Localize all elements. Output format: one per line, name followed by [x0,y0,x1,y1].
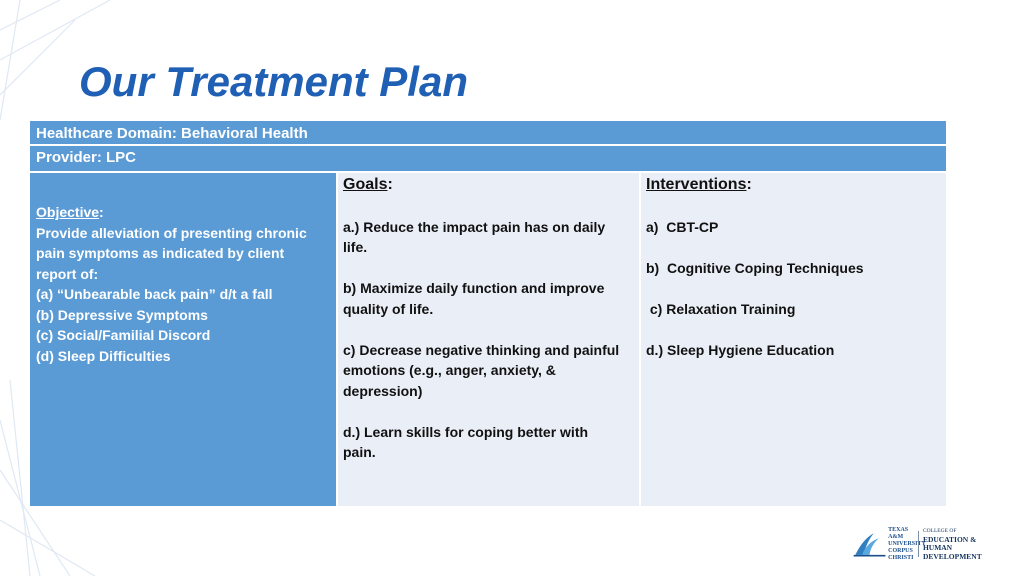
goal-line: b) Maximize daily function and improve [343,280,605,296]
goal-line: a.) Reduce the impact pain has on daily [343,218,606,235]
objective-heading: Objective [36,204,100,220]
goal-line: emotions (e.g., anger, anxiety, & [343,362,556,378]
objective-line: pain symptoms as indicated by client [36,245,285,261]
goal-line: c) Decrease negative thinking and painful [343,341,620,358]
university-logo [852,527,998,561]
university-name [888,526,926,562]
objective-line: Provide alleviation of presenting chronic [36,224,307,241]
goal-line: life. [343,239,368,255]
college-name [923,527,998,561]
objective-heading-colon: : [99,204,104,220]
goals-heading: Goals [343,176,388,193]
interventions-heading-colon: : [746,176,752,193]
objective-heading-line [36,202,330,223]
intervention-item: a) CBT-CP [646,218,719,235]
objective-cell [30,173,338,506]
goal-item [343,422,634,463]
treatment-plan-table [30,121,946,506]
goal-line: depression) [343,382,423,399]
objective-line: (a) “Unbearable back pain” d/t a fall [36,286,273,302]
plan-body-row [30,173,946,506]
seagull-wave-icon [852,527,887,561]
interventions-cell [641,173,946,506]
university-line: CHRISTI [888,554,914,561]
university-line: CORPUS [888,547,913,554]
page-title: Our Treatment Plan [79,58,468,105]
interventions-heading-line [646,175,941,196]
university-line: TEXAS A&M [888,526,909,540]
goals-cell [338,173,641,506]
college-small-label: COLLEGE OF [922,528,957,534]
logo-divider [918,531,919,557]
intervention-item: b) Cognitive Coping Techniques [646,259,864,276]
objective-line: (b) Depressive Symptoms [36,306,208,323]
provider-row: Provider: LPC [30,146,946,173]
goal-item [343,278,634,319]
objective-line: (c) Social/Familial Discord [36,327,211,343]
intervention-item: d.) Sleep Hygiene Education [646,341,835,358]
intervention-item: c) Relaxation Training [646,300,796,317]
interventions-heading: Interventions [646,176,747,193]
goal-line: quality of life. [343,300,434,317]
goal-line: pain. [343,444,376,460]
university-line: UNIVERSITY [888,540,926,547]
goal-item [343,217,634,258]
college-line: HUMAN DEVELOPMENT [922,543,982,561]
goal-line: d.) Learn skills for coping better with [343,423,589,440]
objective-line: report of: [36,265,99,282]
domain-row: Healthcare Domain: Behavioral Health [30,121,946,146]
goals-heading-colon: : [387,176,393,193]
goal-item [343,340,634,402]
college-line: EDUCATION & [922,534,977,544]
objective-line: (d) Sleep Difficulties [36,347,171,364]
goals-heading-line [343,175,634,196]
